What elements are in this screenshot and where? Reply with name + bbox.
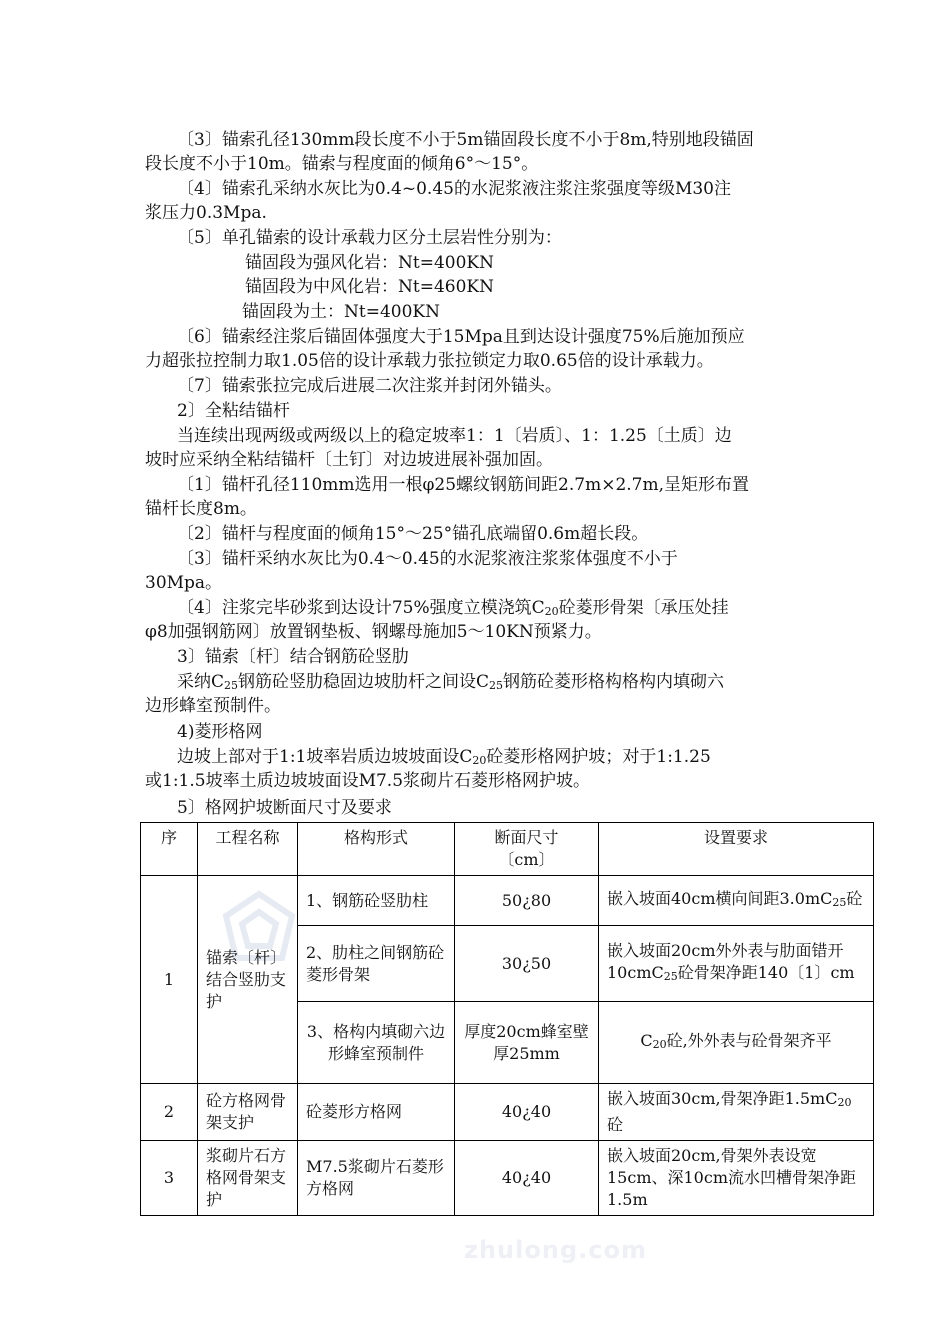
- row1-sub2-size: 30¿50: [455, 926, 599, 1002]
- para-rib-line-2: 边形蜂室预制件。: [145, 696, 281, 716]
- row3-size: 40¿40: [455, 1141, 599, 1216]
- para-anchor-1-line-2: 锚杆长度8m。: [145, 499, 257, 519]
- row1-sub1-req: 嵌入坡面40cm横向间距$3.0mC_{25}$砼: [599, 876, 874, 926]
- para-rib-line-1: 采纳$C_{25}$钢筋砼竖肋稳固边坡肋杆之间设$C_{25}$钢筋砼菱形格构格构内填砌六: [177, 672, 725, 692]
- para-5-item-2: 锚固段为中风化岩：Nt=460KN: [245, 277, 494, 297]
- row2-size: 40¿40: [455, 1084, 599, 1141]
- heading-2: 2〕全粘结锚杆: [177, 401, 290, 421]
- table-row: [141, 876, 874, 926]
- para-anchor-line-1: 当连续出现两级或两级以上的稳定坡率1：1〔岩质〕、1：1.25〔土质〕边: [177, 426, 732, 446]
- row1-sub1-form: 1、钢筋砼竖肋柱: [298, 876, 455, 926]
- row2-form: 砼菱形方格网: [298, 1084, 455, 1141]
- table-row: [141, 1084, 874, 1141]
- para-7: 〔7〕锚索张拉完成后进展二次注浆并封闭外锚头。: [177, 376, 562, 396]
- para-4-line-1: 〔4〕锚索孔采纳水灰比为0.4~0.45的水泥浆液注浆注浆强度等级M30注: [177, 179, 731, 199]
- para-grid-line-1: 边坡上部对于1:1坡率岩质边坡坡面设$C_{20}$砼菱形格网护坡；对于1:1.25: [177, 747, 711, 767]
- para-anchor-1-line-1: 〔1〕锚杆孔径110mm选用一根φ25螺纹钢筋间距2.7m×2.7m,呈矩形布置: [177, 475, 749, 495]
- row1-sub2-form: 2、肋柱之间钢筋砼菱形骨架: [298, 926, 455, 1002]
- row3-form: M7.5浆砌片石菱形方格网: [298, 1141, 455, 1216]
- row1-sub2-req: 嵌入坡面20cm外外表与肋面错开10cmC$_{25}$砼骨架净距140〔1〕cm: [599, 926, 874, 1002]
- row3-no: 3: [141, 1141, 198, 1216]
- row2-name: 砼方格网骨架支护: [198, 1084, 298, 1141]
- header-section-size-unit: 〔cm〕: [498, 850, 555, 869]
- header-no: 序: [141, 823, 198, 876]
- row3-req: 嵌入坡面20cm,骨架外表设宽15cm、深10cm流水凹槽骨架净距1.5m: [599, 1141, 874, 1216]
- row1-sub3-form: 3、格构内填砌六边形蜂室预制件: [298, 1002, 455, 1084]
- header-section-size: [455, 823, 599, 876]
- row1-sub3-req: $C_{20}$砼,外外表与砼骨架齐平: [599, 1002, 874, 1084]
- para-grid-line-2: 或1:1.5坡率土质边坡坡面设M7.5浆砌片石菱形格网护坡。: [145, 771, 591, 791]
- row3-name: 浆砌片石方格网骨架支护: [198, 1141, 298, 1216]
- para-5-item-3: 锚固段为土：Nt=400KN: [242, 302, 440, 322]
- para-anchor-4-line-1: 〔4〕注浆完毕砂浆到达设计75%强度立模浇筑$C_{20}$砼菱形骨架〔承压处挂: [177, 598, 729, 618]
- row1-name: 锚索〔杆〕结合竖肋支护: [198, 876, 298, 1084]
- header-section-size-label: 断面尺寸: [494, 828, 559, 847]
- para-anchor-3-line-1: 〔3〕锚杆采纳水灰比为0.4～0.45的水泥浆液注浆浆体强度不小于: [177, 549, 678, 569]
- heading-3: 3〕锚索〔杆〕结合钢筋砼竖肋: [177, 647, 409, 667]
- para-anchor-line-2: 坡时应采纳全粘结锚杆〔土钉〕对边坡进展补强加固。: [145, 450, 553, 470]
- para-anchor-2: 〔2〕锚杆与程度面的倾角15°～25°锚孔底端留0.6m超长段。: [177, 524, 649, 544]
- para-anchor-3-line-2: 30Mpa。: [145, 573, 223, 593]
- para-anchor-4-line-2: φ8加强钢筋网〕放置钢垫板、钢螺母施加5～10KN预紧力。: [145, 622, 602, 642]
- row2-req: 嵌入坡面30cm,骨架净距$1.5mC_{20}$砼: [599, 1084, 874, 1141]
- para-3-line-2: 段长度不小于10m。锚索与程度面的倾角6°～15°。: [145, 154, 539, 174]
- row1-sub1-size: 50¿80: [455, 876, 599, 926]
- row2-no: 2: [141, 1084, 198, 1141]
- header-requirements: 设置要求: [599, 823, 874, 876]
- watermark-text: zhulong.com: [464, 1236, 647, 1264]
- para-6-line-2: 力超张拉控制力取1.05倍的设计承载力张拉锁定力取0.65倍的设计承载力。: [145, 351, 714, 371]
- spec-table: [140, 822, 874, 1216]
- para-5: 〔5〕单孔锚索的设计承载力区分土层岩性分别为：: [177, 228, 562, 248]
- para-6-line-1: 〔6〕锚索经注浆后锚固体强度大于15Mpa且到达设计强度75%后施加预应: [177, 327, 745, 347]
- table-row: [141, 1141, 874, 1216]
- table-header-row: [141, 823, 874, 876]
- heading-5: 5〕格网护坡断面尺寸及要求: [177, 798, 392, 818]
- heading-4: 4)菱形格网: [177, 722, 263, 742]
- para-3-line-1: 〔3〕锚索孔径130mm段长度不小于5m锚固段长度不小于8m,特别地段锚固: [177, 130, 754, 150]
- row1-sub3-size: 厚度20cm蜂室壁厚25mm: [455, 1002, 599, 1084]
- header-form: 格构形式: [298, 823, 455, 876]
- header-project-name: 工程名称: [198, 823, 298, 876]
- row1-no: 1: [141, 876, 198, 1084]
- para-4-line-2: 浆压力0.3Mpa.: [145, 203, 267, 223]
- para-5-item-1: 锚固段为强风化岩：Nt=400KN: [245, 253, 494, 273]
